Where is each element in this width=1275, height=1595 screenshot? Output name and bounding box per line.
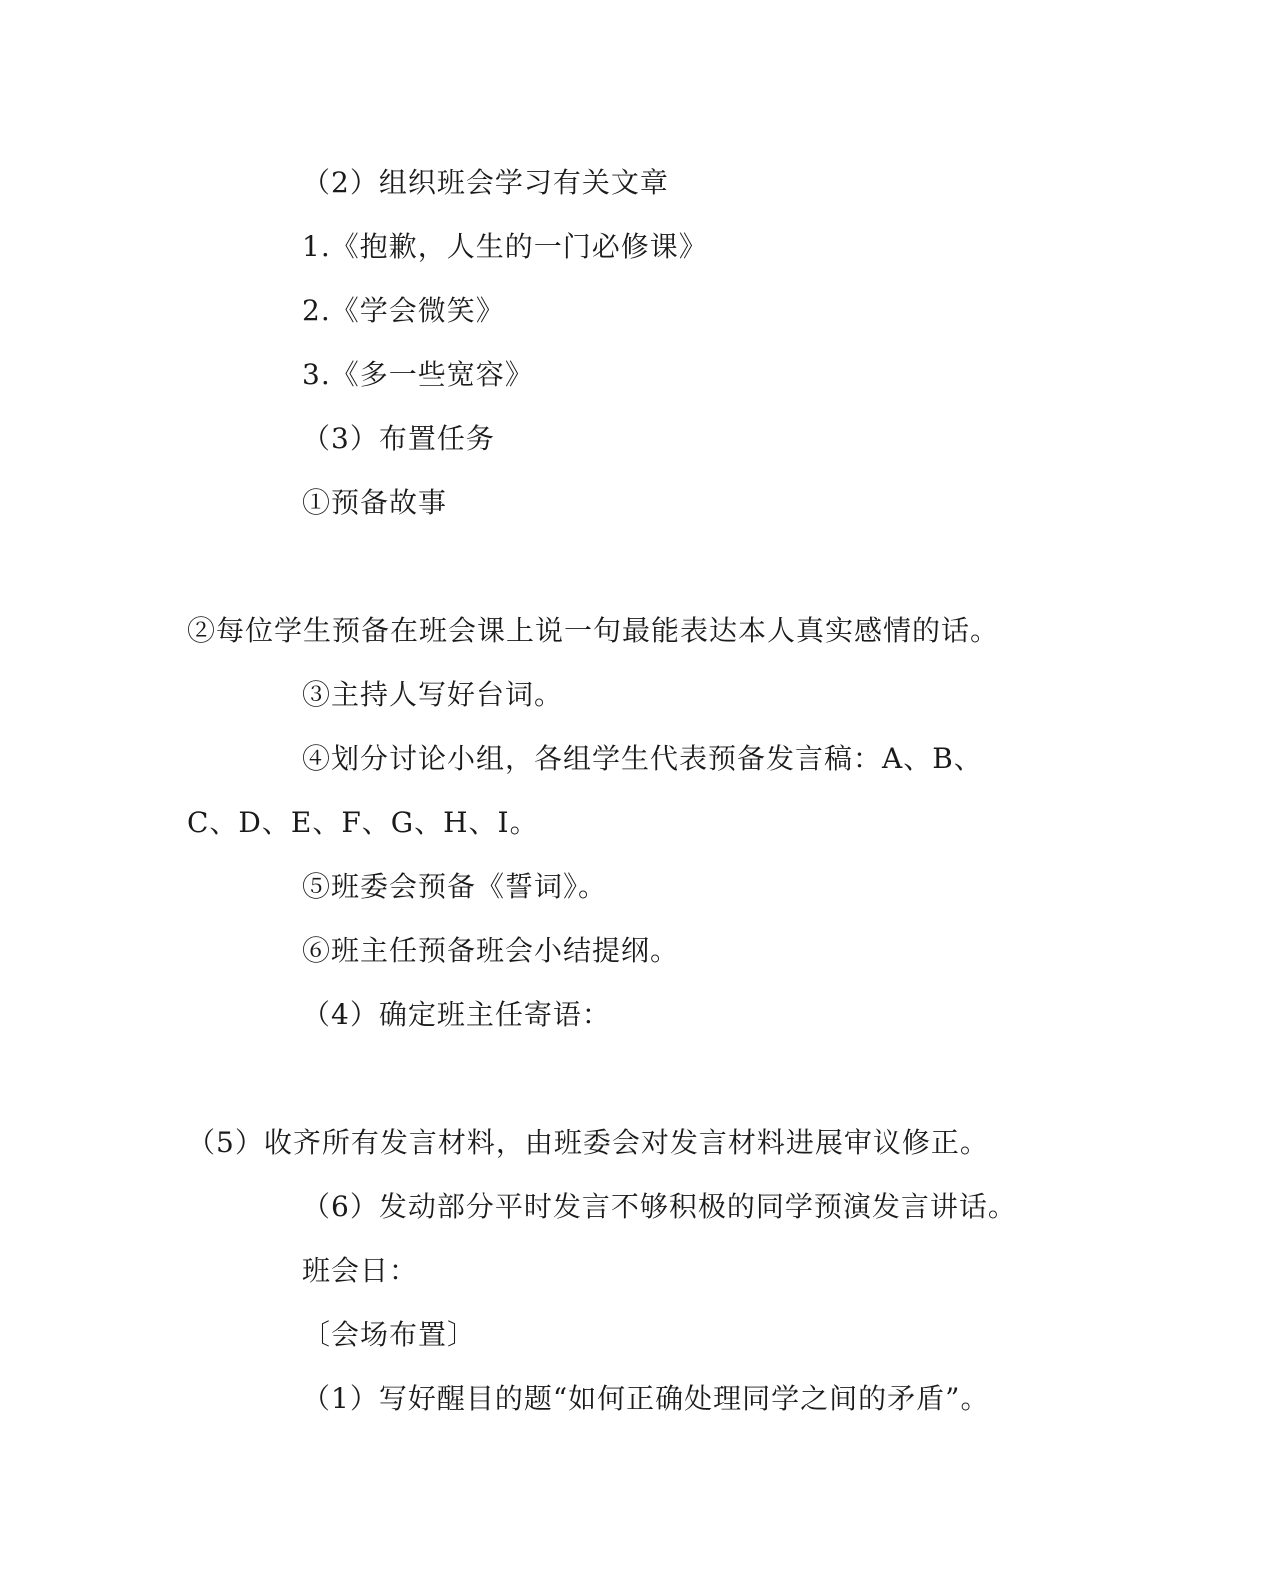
article-item-1: 1.《抱歉，人生的一门必修课》	[302, 230, 708, 263]
task-item-5: ⑤班委会预备《誓词》。	[302, 870, 608, 903]
section-heading-study-articles: （2）组织班会学习有关文章	[302, 166, 669, 199]
section-heading-rehearsal: （6）发动部分平时发言不够积极的同学预演发言讲话。	[302, 1190, 1017, 1223]
task-item-2: ②每位学生预备在班会课上说一句最能表达本人真实感情的话。	[187, 614, 1000, 647]
venue-item-1: （1）写好醒目的题“如何正确处理同学之间的矛盾”。	[302, 1382, 990, 1415]
article-item-2: 2.《学会微笑》	[302, 294, 505, 327]
venue-layout-heading: 〔会场布置〕	[302, 1318, 477, 1351]
task-item-6: ⑥班主任预备班会小结提纲。	[302, 934, 680, 967]
task-item-1: ①预备故事	[302, 486, 448, 519]
task-item-4: ④划分讨论小组，各组学生代表预备发言稿：A、B、	[302, 742, 983, 775]
meeting-day-heading: 班会日：	[302, 1254, 419, 1287]
task-item-4-continued: C、D、E、F、G、H、I。	[187, 806, 539, 839]
section-heading-collect-materials: （5）收齐所有发言材料，由班委会对发言材料进展审议修正。	[187, 1126, 989, 1159]
section-heading-teacher-message: （4）确定班主任寄语：	[302, 998, 611, 1031]
article-item-3: 3.《多一些宽容》	[302, 358, 534, 391]
task-item-3: ③主持人写好台词。	[302, 678, 564, 711]
section-heading-assign-tasks: （3）布置任务	[302, 422, 495, 455]
